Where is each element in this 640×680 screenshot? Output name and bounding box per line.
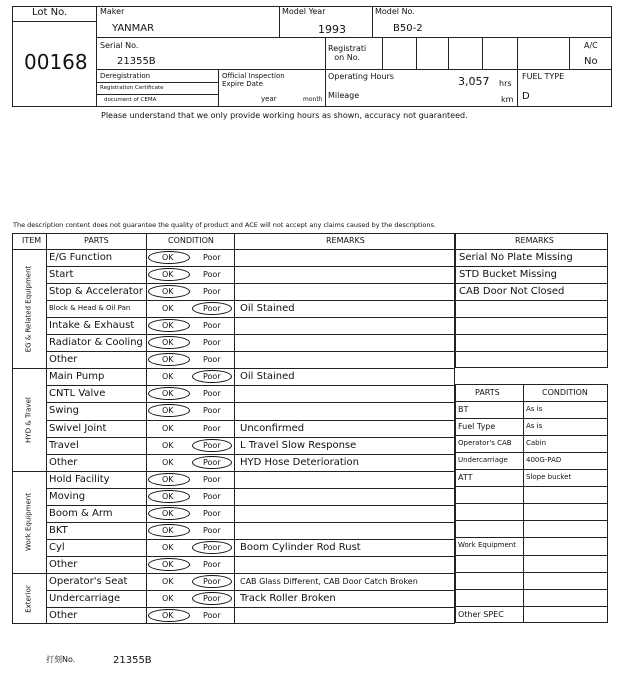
mileage-label: Mileage xyxy=(328,91,360,100)
spec-condition: Slope bucket xyxy=(526,473,572,482)
poor-label: Poor xyxy=(203,559,221,569)
inspection-label: Official Inspection Expire Date xyxy=(222,72,285,89)
divider xyxy=(46,505,455,506)
divider xyxy=(382,37,383,69)
header-item: ITEM xyxy=(22,236,42,245)
part-name: Main Pump xyxy=(49,371,105,383)
divider xyxy=(455,486,608,487)
ok-label: OK xyxy=(162,304,174,314)
remark-text: HYD Hose Deterioration xyxy=(240,456,360,468)
ok-label: OK xyxy=(162,440,174,450)
poor-label: Poor xyxy=(203,355,221,365)
model-no-value: B50-2 xyxy=(393,23,423,34)
ok-label: OK xyxy=(162,559,174,569)
ok-label: OK xyxy=(162,423,174,433)
divider xyxy=(46,522,455,523)
divider xyxy=(455,606,608,607)
divider xyxy=(96,94,218,95)
poor-label: Poor xyxy=(203,508,221,518)
divider xyxy=(455,452,608,453)
poor-label: Poor xyxy=(203,594,221,603)
divider xyxy=(455,572,608,573)
divider xyxy=(517,37,518,107)
ok-label: OK xyxy=(162,576,174,586)
part-name: Moving xyxy=(49,490,86,502)
ok-circle-mark xyxy=(148,268,190,281)
divider xyxy=(455,555,608,556)
spec-header-parts: PARTS xyxy=(475,388,500,397)
divider xyxy=(482,37,483,69)
registration-label: Registrati on No. xyxy=(328,44,367,63)
remark-text: Unconfirmed xyxy=(240,422,305,434)
part-name: Swivel Joint xyxy=(49,422,107,434)
remark-entry: CAB Door Not Closed xyxy=(459,286,565,298)
group-label: HYD & Travel xyxy=(24,396,33,443)
ok-label: OK xyxy=(162,338,174,348)
serial-value: 21355B xyxy=(117,56,156,67)
remarks-header: REMARKS xyxy=(515,236,554,245)
divider xyxy=(146,233,147,624)
divider xyxy=(455,317,608,318)
divider xyxy=(46,488,455,489)
ok-label: OK xyxy=(162,270,174,280)
hours-disclaimer: Please understand that we only provide working hours as shown, accuracy not guaranteed. xyxy=(101,111,468,120)
poor-label: Poor xyxy=(203,389,221,399)
ac-value: No xyxy=(584,56,598,67)
ok-label: OK xyxy=(162,525,174,535)
ok-label: OK xyxy=(162,611,174,621)
km-unit: km xyxy=(501,95,514,104)
divider xyxy=(46,402,455,403)
poor-label: Poor xyxy=(203,474,221,484)
divider xyxy=(218,69,219,107)
part-name: Hold Facility xyxy=(49,473,110,485)
poor-circle-mark xyxy=(192,592,232,605)
divider xyxy=(46,590,455,591)
remark-text: Oil Stained xyxy=(240,371,295,383)
part-name: Start xyxy=(49,269,74,281)
remark-text: L Travel Slow Response xyxy=(240,439,357,451)
divider xyxy=(455,300,608,301)
fuel-type-label: FUEL TYPE xyxy=(522,72,565,81)
divider xyxy=(455,589,608,590)
divider xyxy=(96,6,97,107)
part-name: Other xyxy=(49,558,78,570)
ok-label: OK xyxy=(162,474,174,484)
ok-circle-mark xyxy=(148,473,190,486)
poor-circle-mark xyxy=(192,456,232,469)
month-label: month xyxy=(303,96,323,103)
registration-certificate-label: Registration Certificate xyxy=(100,85,164,91)
spec-part: BT xyxy=(458,405,469,415)
description-note: The description content does not guarantee the quality of product and ACE will not accept any claims caused by the descriptions. xyxy=(13,221,436,229)
group-label: EG & Related Equipment xyxy=(24,265,33,352)
divider xyxy=(46,556,455,557)
header-remarks: REMARKS xyxy=(326,236,365,245)
spec-part: Fuel Type xyxy=(458,422,496,432)
lot-label: Lot No. xyxy=(32,7,68,18)
cema-label: document of CEMA xyxy=(104,97,157,103)
poor-label: Poor xyxy=(203,611,221,621)
part-name: Operator's Seat xyxy=(49,575,128,587)
other-spec-label: Other SPEC xyxy=(458,609,504,619)
ok-label: OK xyxy=(162,355,174,365)
model-no-label: Model No. xyxy=(375,7,415,16)
hrs-unit: hrs xyxy=(499,79,512,88)
spec-header-condition: CONDITION xyxy=(542,388,588,397)
work-equipment-label: Work Equipment xyxy=(458,541,516,550)
part-name: Stop & Accelerator xyxy=(49,286,144,298)
divider xyxy=(46,351,455,352)
divider xyxy=(455,351,608,352)
divider xyxy=(325,37,326,107)
part-name: Travel xyxy=(49,439,79,451)
model-year-label: Model Year xyxy=(282,7,326,16)
divider xyxy=(96,69,612,70)
stamp-number-label: 打刻No. xyxy=(46,655,76,664)
part-name: Block & Head & Oil Pan xyxy=(49,304,131,313)
divider xyxy=(46,607,455,608)
ok-label: OK xyxy=(162,253,174,262)
stamp-number-value: 21355B xyxy=(113,655,152,666)
ok-label: OK xyxy=(162,594,174,603)
ok-circle-mark xyxy=(148,285,190,298)
poor-label: Poor xyxy=(203,423,221,433)
ok-label: OK xyxy=(162,287,174,297)
divider xyxy=(279,6,280,37)
part-name: Intake & Exhaust xyxy=(49,320,135,332)
divider xyxy=(372,6,373,37)
divider xyxy=(455,266,608,267)
ok-label: OK xyxy=(162,457,174,467)
lot-value: 00168 xyxy=(24,50,88,74)
poor-label: Poor xyxy=(203,440,221,450)
poor-label: Poor xyxy=(203,253,221,262)
poor-label: Poor xyxy=(203,457,221,467)
remark-entry: STD Bucket Missing xyxy=(459,269,558,281)
divider xyxy=(455,435,608,436)
poor-label: Poor xyxy=(203,287,221,297)
poor-label: Poor xyxy=(203,304,221,314)
year-label: year xyxy=(261,95,277,103)
remark-text: CAB Glass Different, CAB Door Catch Broken xyxy=(240,576,418,586)
part-name: Boom & Arm xyxy=(49,507,113,519)
spec-condition: As is xyxy=(526,405,543,414)
fuel-type-value: D xyxy=(522,91,530,102)
remark-text: Track Roller Broken xyxy=(240,593,336,604)
poor-label: Poor xyxy=(203,406,221,416)
poor-label: Poor xyxy=(203,270,221,280)
poor-circle-mark xyxy=(192,439,232,452)
poor-circle-mark xyxy=(192,575,232,588)
operating-hours-value: 3,057 xyxy=(458,75,490,88)
divider xyxy=(46,283,455,284)
divider xyxy=(455,503,608,504)
divider xyxy=(416,37,417,69)
divider xyxy=(46,300,455,301)
group-label: Work Equipment xyxy=(24,492,33,551)
group-divider xyxy=(12,573,455,574)
ok-label: OK xyxy=(162,406,174,416)
part-name: E/G Function xyxy=(49,252,113,263)
divider xyxy=(46,334,455,335)
divider xyxy=(455,418,608,419)
divider xyxy=(234,233,235,624)
part-name: Undercarriage xyxy=(49,593,121,604)
divider xyxy=(448,37,449,69)
part-name: Radiator & Cooling xyxy=(49,337,143,349)
ok-label: OK xyxy=(162,389,174,399)
poor-label: Poor xyxy=(203,491,221,501)
ok-circle-mark xyxy=(148,490,190,503)
group-divider xyxy=(12,471,455,472)
poor-label: Poor xyxy=(203,542,221,552)
ok-circle-mark xyxy=(148,558,190,571)
divider xyxy=(455,249,608,250)
divider xyxy=(46,437,455,438)
serial-label: Serial No. xyxy=(100,41,139,50)
maker-value: YANMAR xyxy=(112,23,155,34)
divider xyxy=(12,21,96,22)
divider xyxy=(46,385,455,386)
divider xyxy=(46,317,455,318)
ac-label: A/C xyxy=(584,41,598,50)
ok-circle-mark xyxy=(148,507,190,520)
divider xyxy=(46,266,455,267)
divider xyxy=(455,537,608,538)
spec-condition: 400G-PAD xyxy=(526,456,562,465)
poor-label: Poor xyxy=(203,372,221,382)
poor-label: Poor xyxy=(203,338,221,348)
divider xyxy=(455,520,608,521)
divider xyxy=(96,82,218,83)
spec-part: Operator's CAB xyxy=(458,439,512,448)
model-year-value: 1993 xyxy=(318,23,346,36)
ok-circle-mark xyxy=(148,524,190,537)
part-name: Swing xyxy=(49,405,79,417)
divider xyxy=(46,420,455,421)
ok-circle-mark xyxy=(148,251,190,264)
part-name: Other xyxy=(49,354,78,366)
divider xyxy=(455,334,608,335)
header-condition: CONDITION xyxy=(168,236,214,245)
header-parts: PARTS xyxy=(84,236,109,245)
spec-condition: As is xyxy=(526,422,543,431)
part-name: CNTL Valve xyxy=(49,388,106,400)
ok-circle-mark xyxy=(148,609,190,622)
ok-label: OK xyxy=(162,508,174,518)
divider xyxy=(96,37,612,38)
maker-label: Maker xyxy=(100,7,125,16)
spec-part: ATT xyxy=(458,473,473,483)
deregistration-label: Deregistration xyxy=(100,72,151,80)
part-name: BKT xyxy=(49,524,68,536)
divider xyxy=(569,37,570,69)
spec-condition: Cabin xyxy=(526,439,547,448)
ok-label: OK xyxy=(162,321,174,331)
divider xyxy=(455,283,608,284)
remark-text: Oil Stained xyxy=(240,303,295,315)
group-label: Exterior xyxy=(24,584,33,613)
ok-label: OK xyxy=(162,372,174,382)
divider xyxy=(46,454,455,455)
spec-part: Undercarriage xyxy=(458,456,508,465)
poor-circle-mark xyxy=(192,541,232,554)
remark-entry: Serial No Plate Missing xyxy=(459,252,573,263)
ok-label: OK xyxy=(162,491,174,501)
group-divider xyxy=(12,368,455,369)
part-name: Other xyxy=(49,610,78,622)
poor-label: Poor xyxy=(203,321,221,331)
poor-label: Poor xyxy=(203,525,221,535)
part-name: Cyl xyxy=(49,541,65,553)
divider xyxy=(455,401,608,402)
divider xyxy=(46,233,47,624)
divider xyxy=(455,469,608,470)
ok-label: OK xyxy=(162,542,174,552)
remark-text: Boom Cylinder Rod Rust xyxy=(240,541,361,553)
part-name: Other xyxy=(49,456,78,468)
operating-hours-label: Operating Hours xyxy=(328,72,394,81)
divider xyxy=(46,539,455,540)
poor-label: Poor xyxy=(203,576,221,586)
